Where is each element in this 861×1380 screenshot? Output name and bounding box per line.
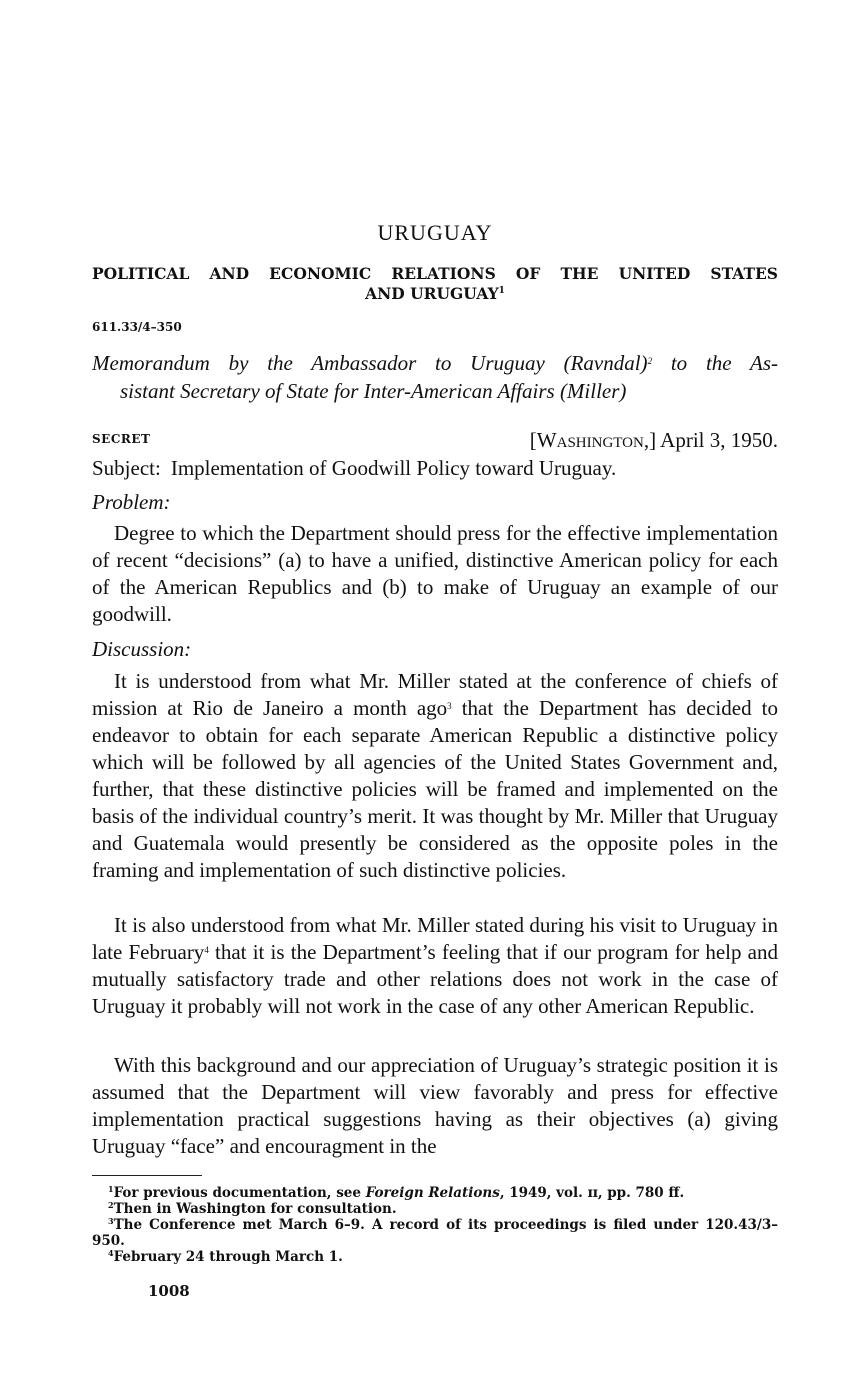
subject-line (92, 456, 778, 481)
footnote-ref-3: 3 (447, 701, 452, 711)
classification-label: SECRET (92, 432, 151, 446)
footnote-divider (92, 1175, 202, 1176)
footnote-1: $^1$For previous documentation, see Foreign Relations, 1949, vol. ɪɪ, pp. 780 ff. (108, 1184, 685, 1201)
section-heading-line2: AND URUGUAY$^1$ (365, 284, 505, 303)
discussion-paragraph-2: It is also understood from what Mr. Miller stated during his visit to Uruguay in late February$^4$ that it is the Department’s feeling that if our program for help and mutually satisfactory trade and other relations does not work in the case of Uruguay it probably will not work in the case of any other American Republic. (92, 913, 778, 1018)
section-heading (92, 264, 778, 304)
discussion-paragraph-1: It is understood from what Mr. Miller stated at the conference of chiefs of mission at Rio de Janeiro a month ago$^3$ that the Department has decided to endeavor to obtain for each separate American Republic a distinctive policy which will be followed by all agencies of the United States Government and, further, that these distinctive policies will be framed and implemented on the basis of the individual country’s merit. It was thought by Mr. Miller that Uruguay and Guatemala would presently be considered as the opposite poles in the framing and implementation of such distinctive policies. (92, 669, 778, 882)
footnote-3: $^3$The Conference met March 6–9. A record of its proceedings is filed under 120.43/3–950. (92, 1216, 778, 1249)
discussion-label: Discussion: (92, 637, 192, 661)
subject-label: Subject: (92, 456, 161, 480)
memo-title (92, 349, 778, 405)
memo-title-line2: sistant Secretary of State for Inter-American Affairs (Miller) (120, 379, 627, 403)
problem-label: Problem: (92, 490, 171, 514)
memo-title-line1: Memorandum by the Ambassador to Uruguay (Ravndal)$^2$ to the As- (92, 351, 778, 375)
footnotes (92, 1185, 778, 1265)
footnote-2: $^2$Then in Washington for consultation. (108, 1200, 397, 1217)
footnote-ref-4: 4 (204, 945, 209, 955)
footnote-4: $^4$February 24 through March 1. (108, 1248, 343, 1265)
page-number: 1008 (148, 1282, 190, 1300)
footnote-ref-2: 2 (647, 356, 653, 366)
section-heading-line1: POLITICAL AND ECONOMIC RELATIONS OF THE UNITED STATES (92, 264, 778, 283)
discussion-paragraph-3: With this background and our appreciation of Uruguay’s strategic position it is assumed that the Department will view favorably and press for effective implementation practical suggestions having as their objectives (a) giving Uruguay “face” and encouragment in the (92, 1053, 778, 1158)
subject-value: Implementation of Goodwill Policy toward Uruguay. (170, 456, 617, 480)
footnote-ref-1: 1 (498, 286, 505, 296)
country-title: URUGUAY (377, 220, 493, 245)
document-page (92, 0, 778, 1380)
classification-dateline-row (92, 428, 778, 454)
dateline (530, 428, 778, 453)
problem-paragraph: Degree to which the Department should press for the effective implementation of recent “decisions” (a) to have a unified, distinctive American policy for each of the American Republics and (b) to make of Uruguay an example of our goodwill. (92, 521, 778, 626)
dateline-place: [Washington,] (529, 428, 657, 452)
file-number: 611.33/4–350 (92, 320, 182, 334)
dateline-date: April 3, 1950. (656, 428, 778, 452)
